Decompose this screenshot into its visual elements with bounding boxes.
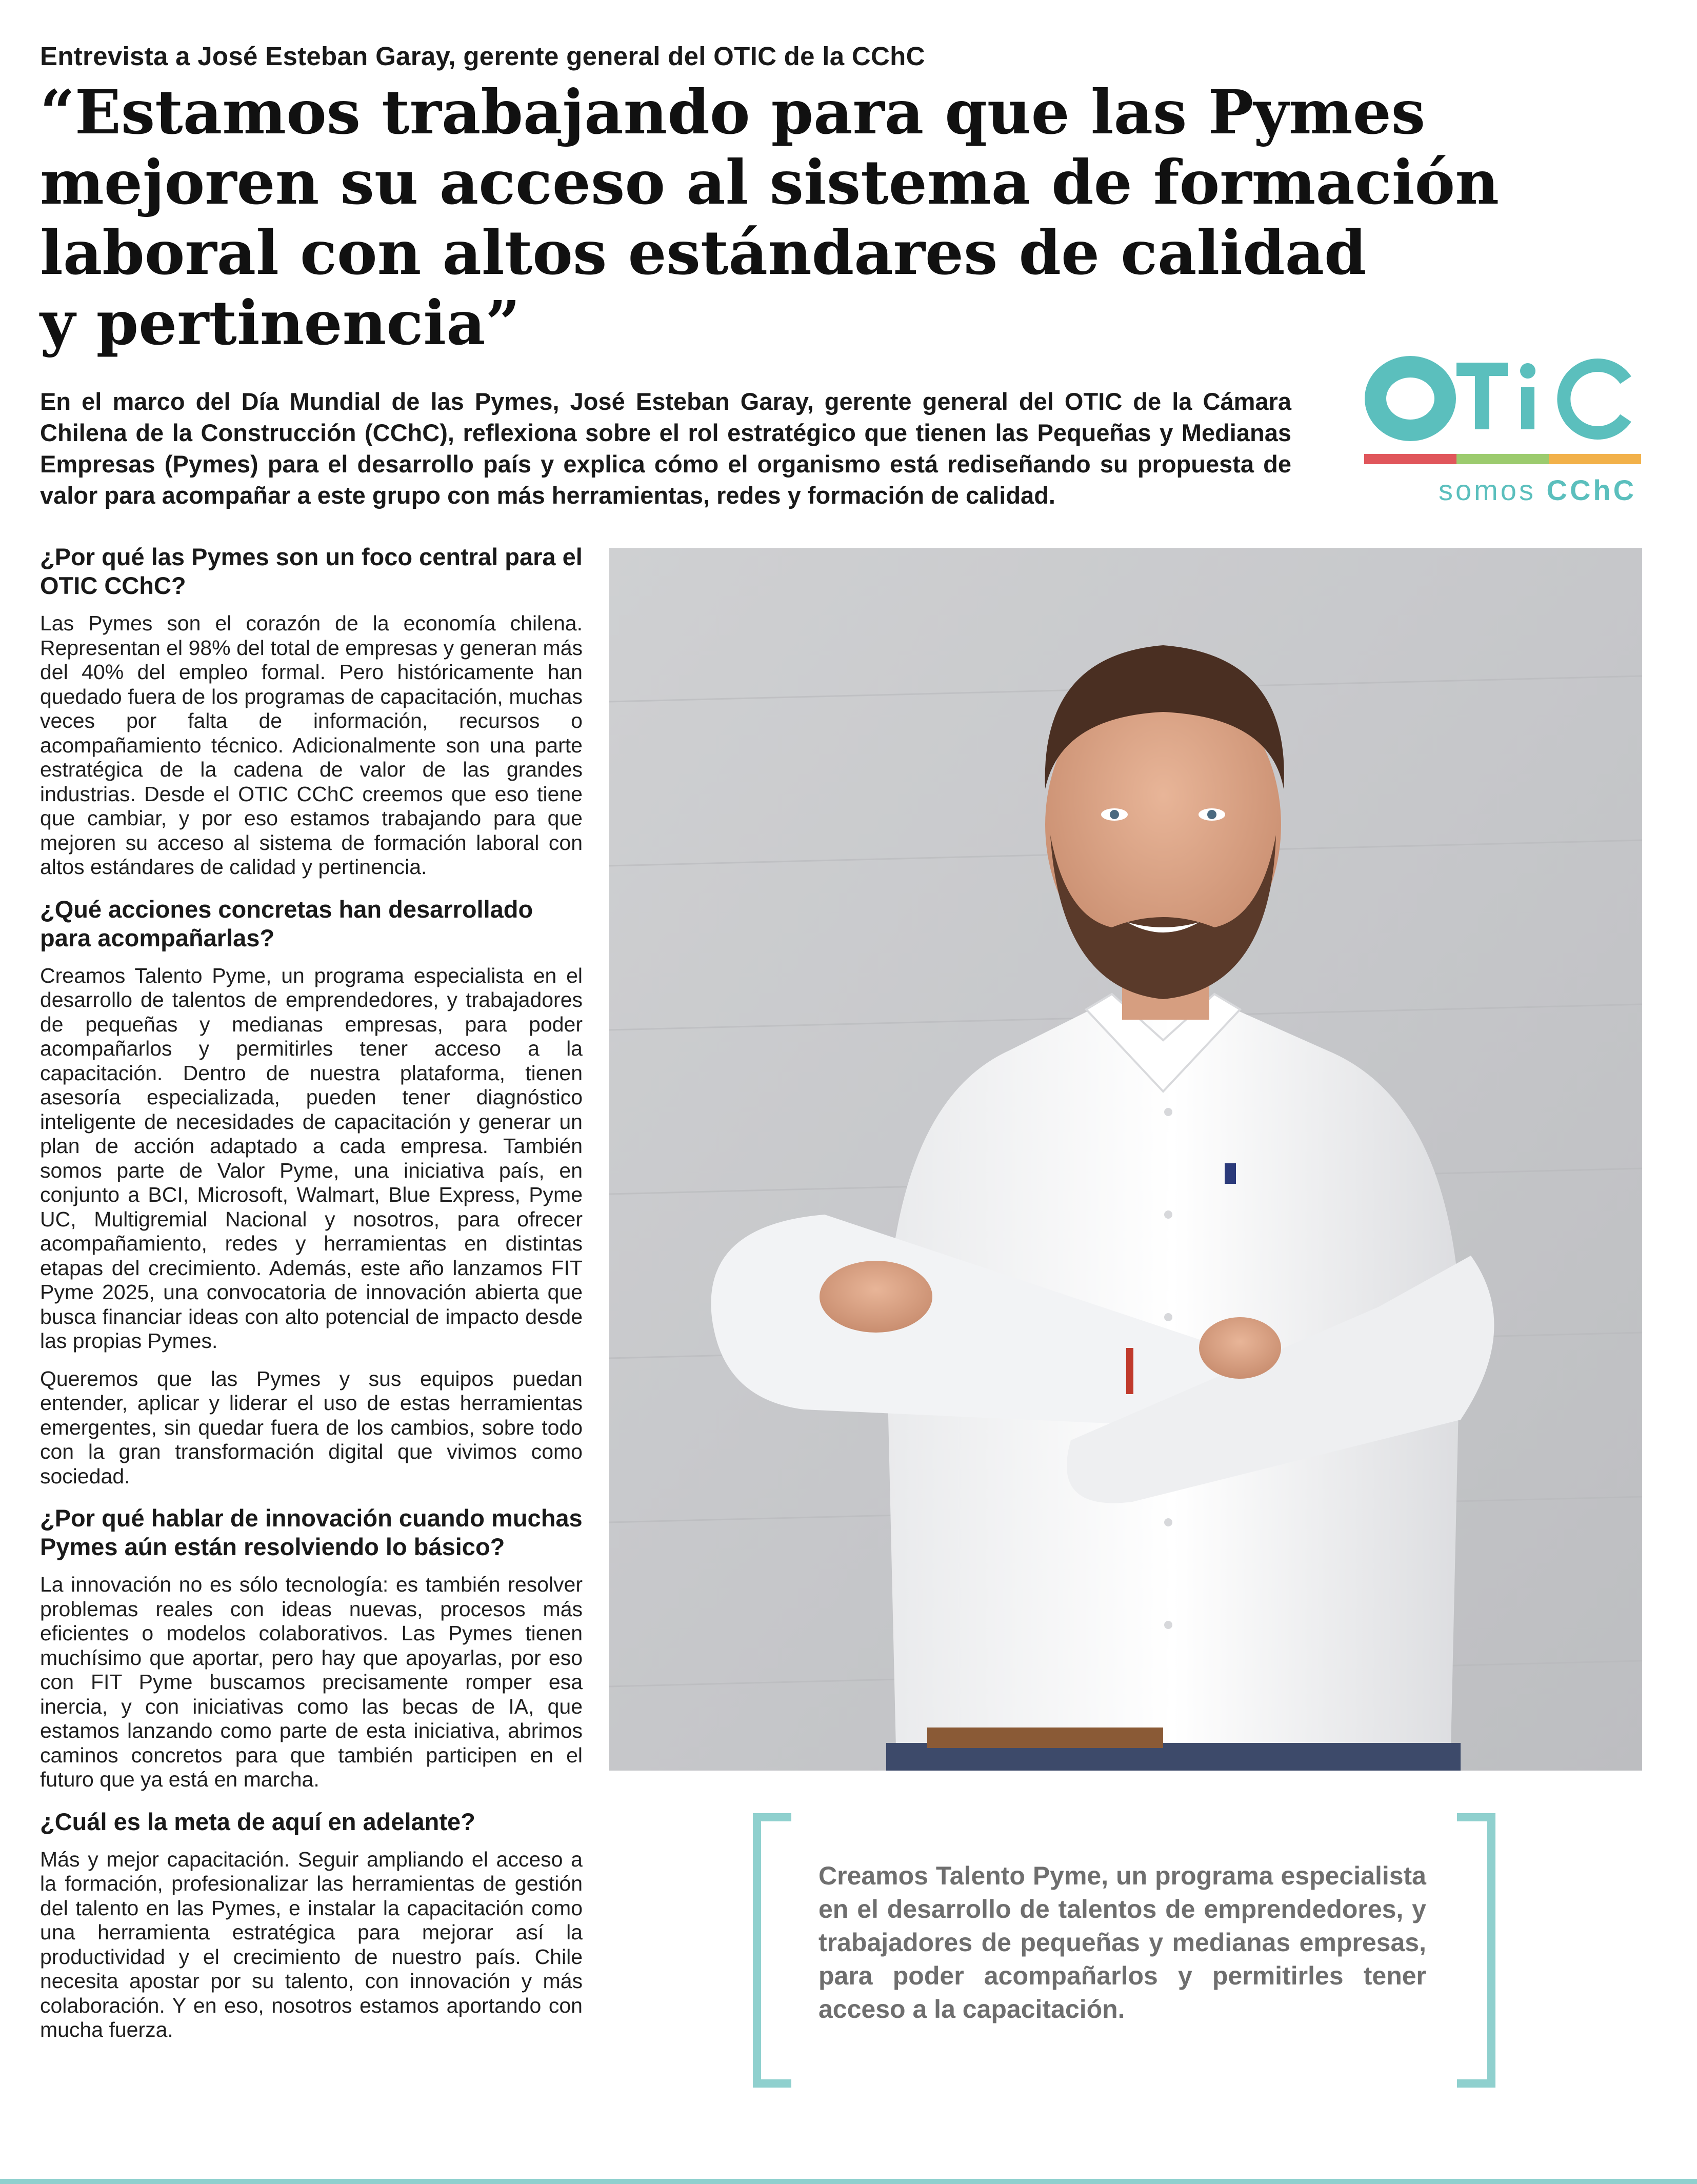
otic-logo-mark [1364,351,1641,474]
portrait-photo [609,548,1642,1771]
lead-paragraph: En el marco del Día Mundial de las Pymes, José Esteban Garay, gerente general del OTIC de la Cámara Chilena de la Construcción (CChC), reflexiona sobre el rol estratégico que tienen las Pequeñas y Medianas Empresas (Pymes) para el desarrollo país y explica cómo el organismo está rediseñando su propuesta de valor para acompañar a este grupo con más herramientas, redes y formación de calidad. [40,388,1291,509]
answer-4: Más y mejor capacitación. Seguir ampliando el acceso a la formación, profesionalizar las herramientas de gestión del talento en las Pymes, e instalar la capacitación como una herramienta estratégica para mejorar así la productividad y el crecimiento de nuestro país. Chile necesita apostar por su talento, con innovación y más colaboración. Y en eso, nosotros estamos aportando con mucha fuerza. [40,1847,583,2041]
otic-logo [1364,351,1641,515]
headline-line-3: laboral con altos estándares de calidad [40,217,1367,288]
logo-tagline [1439,473,1636,507]
question-2: ¿Qué acciones concretas han desarrollado para acompañarlas? [40,895,533,951]
headline-line-1: “Estamos trabajando para que las Pymes [40,76,1426,148]
question-3: ¿Por qué hablar de innovación cuando muchas Pymes aún están resolviendo lo básico? [40,1504,583,1560]
answer-2-continued: Queremos que las Pymes y sus equipos puedan entender, aplicar y liderar el uso de estas herramientas emergentes, sin quedar fuera de los cambios, sobre todo con la gran transformación digital que vivimos como sociedad. [40,1366,583,1488]
question-4: ¿Cuál es la meta de aquí en adelante? [40,1808,475,1835]
logo-tagline-prefix: somos [1439,474,1536,506]
article-body [40,543,583,2058]
pull-quote-text: Creamos Talento Pyme, un programa especialista en el desarrollo de talentos de emprendedores, y trabajadores de pequeñas y medianas empresas, para poder acompañarlos y permitirles tener acceso a la capacitación. [818,1861,1426,2023]
question-1: ¿Por qué las Pymes son un foco central para el OTIC CChC? [40,543,583,599]
pull-quote [753,1813,1495,2088]
headline-line-2: mejoren su acceso al sistema de formación [40,147,1500,218]
headline-line-4: y pertinencia” [40,287,521,359]
answer-3: La innovación no es sólo tecnología: es también resolver problemas reales con ideas nuevas, procesos más eficientes o modelos colaborativos. Las Pymes tienen muchísimo que aportar, pero hay que apoyarlas, por eso con FIT Pyme buscamos precisamente romper esa inercia, y con iniciativas como las becas de IA, que estamos lanzando como parte de esta iniciativa, abrimos caminos concretos para que también participen en el futuro que ya está en marcha. [40,1573,583,1791]
article-kicker: Entrevista a José Esteban Garay, gerente general del OTIC de la CChC [40,42,925,71]
headline [40,77,1671,358]
answer-1: Las Pymes son el corazón de la economía chilena. Representan el 98% del total de empresas y generan más del 40% del empleo formal. Pero históricamente han quedado fuera de los programas de capacitación, muchas veces por falta de información, recursos o acompañamiento técnico. Adicionalmente son una parte estratégica de la cadena de valor de las grandes industrias. Desde el OTIC CChC creemos que eso tiene que cambiar, y por eso estamos trabajando para que mejoren su acceso al sistema de formación laboral con altos estándares de calidad y pertinencia. [40,611,583,879]
logo-tagline-brand: CChC [1546,474,1637,506]
answer-2: Creamos Talento Pyme, un programa especialista en el desarrollo de talentos de emprendedores, y trabajadores de pequeñas y medianas empresas, para poder acompañarlos y permitirles tener acceso a la capacitación. Dentro de nuestra plataforma, tienen asesoría especializada, pueden tener diagnóstico inteligente de necesidades de capacitación y generar un plan de acción adaptado a cada empresa. También somos parte de Valor Pyme, una iniciativa país, en conjunto a BCI, Microsoft, Walmart, Blue Express, Pyme UC, Multigremial Nacional y nosotros, para ofrecer acompañamiento, redes y herramientas en distintas etapas del crecimiento. Además, este año lanzamos FIT Pyme 2025, una convocatoria de innovación abierta que busca financiar ideas con alto potencial de impacto desde las propias Pymes. [40,963,583,1353]
page-bottom-rule [0,2179,1697,2184]
